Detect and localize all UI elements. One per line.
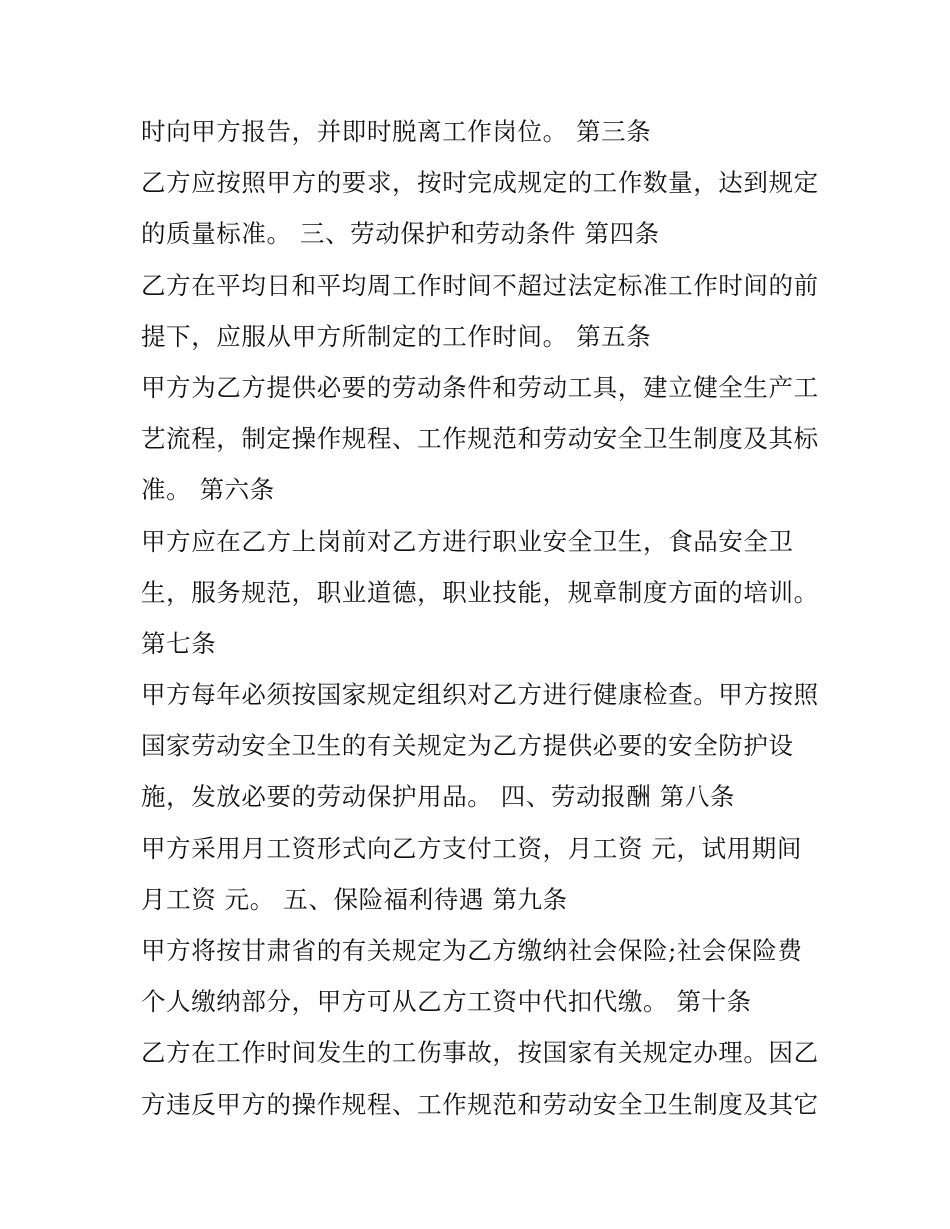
contract-text — [141, 106, 821, 1130]
text-line: 的质量标准。 三、劳动保护和劳动条件 第四条 — [141, 219, 660, 249]
text-line: 提下，应服从甲方所制定的工作时间。 第五条 — [141, 321, 652, 351]
text-line: 甲方应在乙方上岗前对乙方进行职业安全卫生，食品安全卫 — [141, 526, 794, 556]
text-line: 方违反甲方的操作规程、工作规范和劳动安全卫生制度及其它 — [141, 1089, 819, 1119]
text-line: 乙方应按照甲方的要求，按时完成规定的工作数量，达到规定 — [141, 168, 819, 198]
text-line: 第七条 — [141, 628, 217, 658]
text-line: 个人缴纳部分，甲方可从乙方工资中代扣代缴。 第十条 — [141, 987, 752, 1017]
text-line: 时向甲方报告，并即时脱离工作岗位。 第三条 — [141, 117, 652, 146]
text-line: 乙方在平均日和平均周工作时间不超过法定标准工作时间的前 — [141, 270, 819, 300]
text-line: 艺流程，制定操作规程、工作规范和劳动安全卫生制度及其标 — [141, 424, 819, 454]
text-line: 生，服务规范，职业道德，职业技能，规章制度方面的培训。 — [141, 577, 819, 607]
text-line: 甲方将按甘肃省的有关规定为乙方缴纳社会保险;社会保险费 — [141, 936, 803, 965]
text-line: 国家劳动安全卫生的有关规定为乙方提供必要的安全防护设 — [141, 731, 794, 761]
text-line: 甲方每年必须按国家规定组织对乙方进行健康检查。甲方按照 — [141, 680, 819, 710]
text-line: 准。 第六条 — [141, 475, 275, 505]
text-line: 施，发放必要的劳动保护用品。 四、劳动报酬 第八条 — [141, 782, 736, 812]
text-line: 乙方在工作时间发生的工伤事故，按国家有关规定办理。因乙 — [141, 1038, 819, 1068]
text-line: 月工资 元。 五、保险福利待遇 第九条 — [141, 884, 568, 914]
text-line: 甲方为乙方提供必要的劳动条件和劳动工具，建立健全生产工 — [141, 372, 819, 402]
text-line: 甲方采用月工资形式向乙方支付工资，月工资 元，试用期间 — [141, 833, 802, 863]
